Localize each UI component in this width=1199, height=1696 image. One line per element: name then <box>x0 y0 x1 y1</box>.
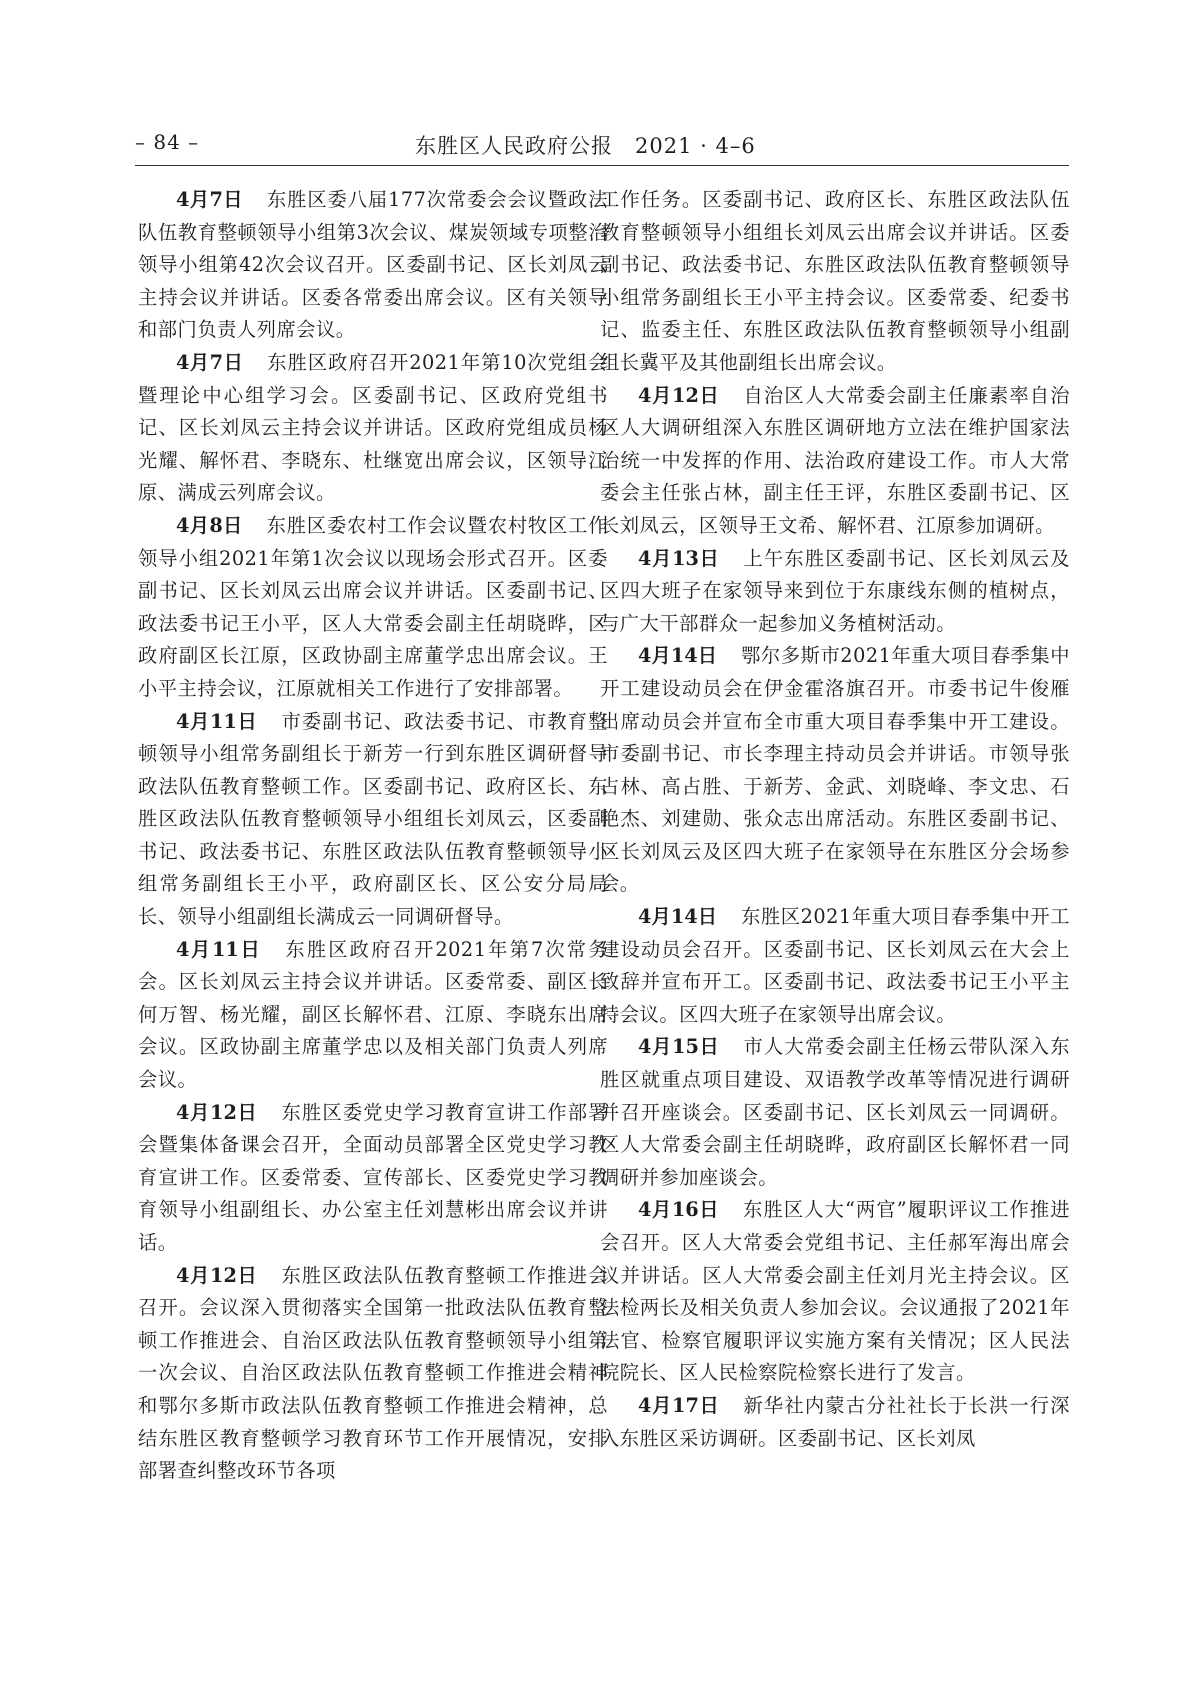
chronicle-entry <box>138 706 608 934</box>
entry-text: 市人大常委会副主任杨云带队深入东胜区就重点项目建设、双语教学改革等情况进行调研并召开座谈会。区委副书记、区长刘凤云一同调研。区人大常委会副主任胡晓晔，政府副区长解怀君一同调研并参加座谈会。 <box>600 1035 1070 1189</box>
entry-date: 4月13日 <box>638 546 720 570</box>
entry-date: 4月14日 <box>638 644 718 668</box>
chronicle-entry <box>600 640 1070 901</box>
chronicle-entry <box>138 934 608 1097</box>
entry-text: 东胜区2021年重大项目春季集中开工建设动员会召开。区委副书记、区长刘凤云在大会上致辞并宣布开工。区委副书记、政法委书记王小平主持会议。区四大班子在家领导出席会议。 <box>600 905 1070 1026</box>
entry-text: 自治区人大常委会副主任廉素率自治区人大调研组深入东胜区调研地方立法在维护国家法治统一中发挥的作用、法治政府建设工作。市人大常委会主任张占林，副主任王评，东胜区委副书记、区长刘凤云，区领导王文希、解怀君、江原参加调研。 <box>600 383 1070 537</box>
chronicle-entry <box>138 1097 608 1260</box>
entry-text: 鄂尔多斯市2021年重大项目春季集中开工建设动员会在伊金霍洛旗召开。市委书记牛俊雁出席动员会并宣布全市重大项目春季集中开工建设。市委副书记、市长李理主持动员会并讲话。市领导张占林、高占胜、于新芳、金武、刘晓峰、李文忠、石艳杰、刘建勋、张众志出席活动。东胜区委副书记、区长刘凤云及区四大班子在家领导在东胜区分会场参会。 <box>600 644 1070 896</box>
entry-text: 东胜区委八届177次常委会会议暨政法队伍教育整顿领导小组第3次会议、煤炭领域专项整治领导小组第42次会议召开。区委副书记、区长刘凤云主持会议并讲话。区委各常委出席会议。区有关领导和部门负责人列席会议。 <box>138 188 608 342</box>
entry-date: 4月12日 <box>176 1263 258 1287</box>
header-rule <box>135 165 1069 166</box>
chronicle-entry <box>600 1031 1070 1194</box>
entry-date: 4月11日 <box>176 937 262 961</box>
chronicle-entry <box>600 901 1070 1031</box>
page-number: – 84 – <box>135 130 200 154</box>
entry-date: 4月16日 <box>638 1198 720 1222</box>
entry-date: 4月11日 <box>176 709 258 733</box>
chronicle-entry <box>600 1194 1070 1390</box>
chronicle-entry <box>138 347 608 510</box>
entry-date: 4月17日 <box>638 1393 720 1417</box>
entry-date: 4月15日 <box>638 1035 720 1059</box>
chronicle-entry <box>600 1390 1070 1455</box>
chronicle-entry <box>138 184 608 347</box>
chronicle-entry <box>138 1260 608 1488</box>
entry-date: 4月7日 <box>176 188 243 211</box>
entry-text: 东胜区政府召开2021年第7次常务会。区长刘凤云主持会议并讲话。区委常委、副区长何万智、杨光耀，副区长解怀君、江原、李晓东出席会议。区政协副主席董学忠以及相关部门负责人列席会议。 <box>138 937 609 1092</box>
entry-continuation: 工作任务。区委副书记、政府区长、东胜区政法队伍教育整顿领导小组组长刘凤云出席会议并讲话。区委副书记、政法委书记、东胜区政法队伍教育整顿领导小组常务副组长王小平主持会议。区委常委、纪委书记、监委主任、东胜区政法队伍教育整顿领导小组副组长冀平及其他副组长出席会议。 <box>600 188 1070 374</box>
entry-date: 4月8日 <box>176 513 243 537</box>
chronicle-entry <box>600 380 1070 543</box>
entry-text: 东胜区人大“两官”履职评议工作推进会召开。区人大常委会党组书记、主任郝军海出席会议并讲话。区人大常委会副主任刘月光主持会议。区法检两长及相关负责人参加会议。会议通报了2021年法官、检察官履职评议实施方案有关情况；区人民法院院长、区人民检察院检察长进行了发言。 <box>600 1198 1071 1385</box>
entry-text: 东胜区政府召开2021年第10次党组会暨理论中心组学习会。区委副书记、区政府党组书记、区长刘凤云主持会议并讲话。区政府党组成员杨光耀、解怀君、李晓东、杜继宽出席会议，区领导江原、满成云列席会议。 <box>138 350 608 505</box>
right-column <box>600 184 1070 1455</box>
entry-text: 新华社内蒙古分社社长于长洪一行深入东胜区采访调研。区委副书记、区长刘凤 <box>600 1393 1070 1450</box>
left-column <box>138 184 608 1488</box>
chronicle-entry <box>600 543 1070 641</box>
entry-text: 东胜区政法队伍教育整顿工作推进会召开。会议深入贯彻落实全国第一批政法队伍教育整顿工作推进会、自治区政法队伍教育整顿领导小组第一次会议、自治区政法队伍教育整顿工作推进会精神和鄂尔多斯市政法队伍教育整顿工作推进会精神，总结东胜区教育整顿学习教育环节工作开展情况，安排部署查纠整改环节各项 <box>138 1263 608 1483</box>
entry-date: 4月12日 <box>638 383 720 407</box>
entry-date: 4月14日 <box>638 905 718 929</box>
entry-text: 上午东胜区委副书记、区长刘凤云及区四大班子在家领导来到位于东康线东侧的植树点，与广大干部群众一起参加义务植树活动。 <box>600 546 1070 635</box>
entry-text: 市委副书记、政法委书记、市教育整顿领导小组常务副组长于新芳一行到东胜区调研督导政法队伍教育整顿工作。区委副书记、政府区长、东胜区政法队伍教育整顿领导小组组长刘凤云，区委副书记、政法委书记、东胜区政法队伍教育整顿领导小组常务副组长王小平，政府副区长、区公安分局局长、领导小组副组长满成云一同调研督导。 <box>138 709 608 929</box>
entry-text: 东胜区委农村工作会议暨农村牧区工作领导小组2021年第1次会议以现场会形式召开。区委副书记、区长刘凤云出席会议并讲话。区委副书记、政法委书记王小平，区人大常委会副主任胡晓晔，区政府副区长江原，区政协副主席董学忠出席会议。王小平主持会议，江原就相关工作进行了安排部署。 <box>138 513 609 700</box>
entry-date: 4月7日 <box>176 350 244 374</box>
chronicle-entry <box>138 510 608 706</box>
entry-date: 4月12日 <box>176 1100 258 1124</box>
journal-title: 东胜区人民政府公报 2021 · 4–6 <box>415 134 756 158</box>
entry-text: 东胜区委党史学习教育宣讲工作部署会暨集体备课会召开，全面动员部署全区党史学习教育宣讲工作。区委常委、宣传部长、区委党史学习教育领导小组副组长、办公室主任刘慧彬出席会议并讲话。 <box>138 1100 608 1254</box>
page-header <box>135 130 1069 164</box>
